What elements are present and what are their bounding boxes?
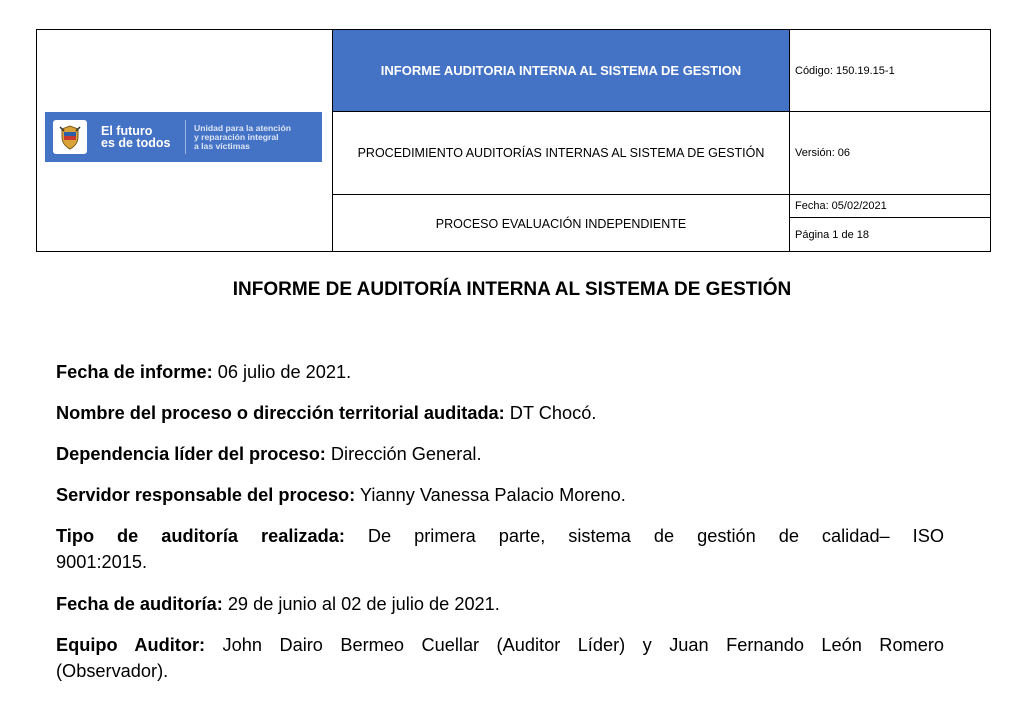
header-page-number: Página 1 de 18 <box>795 228 870 241</box>
field-audit-team-cont: (Observador). <box>56 661 169 681</box>
field-lead-dependency: Dependencia líder del proceso: Dirección General. <box>56 444 482 464</box>
field-audit-type-cont: 9001:2015. <box>56 552 148 572</box>
document-header-table <box>36 29 991 252</box>
field-audit-date: Fecha de auditoría: 29 de junio al 02 de julio de 2021. <box>56 594 500 614</box>
document-title: INFORME DE AUDITORÍA INTERNA AL SISTEMA DE GESTIÓN <box>232 279 792 300</box>
field-audit-team: Equipo Auditor: John Dairo Bermeo Cuellar (Auditor Líder) y Juan Fernando León Romero <box>56 635 944 655</box>
field-process-name: Nombre del proceso o dirección territorial auditada: DT Chocó. <box>56 403 597 423</box>
header-code: Código: 150.19.15-1 <box>795 64 895 77</box>
header-title: INFORME AUDITORIA INTERNA AL SISTEMA DE GESTION <box>333 30 789 111</box>
coat-of-arms-icon <box>53 120 87 154</box>
logo-entity-name: Unidad para la atención y reparación integral a las víctimas <box>194 122 291 151</box>
field-report-date: Fecha de informe: 06 julio de 2021. <box>56 362 352 382</box>
header-date: Fecha: 05/02/2021 <box>795 200 887 212</box>
logo-separator <box>185 120 186 154</box>
header-version: Versión: 06 <box>795 147 851 159</box>
header-procedure: PROCEDIMIENTO AUDITORÍAS INTERNAS AL SISTEMA DE GESTIÓN <box>357 146 765 160</box>
logo-slogan: El futuro es de todos <box>101 124 171 150</box>
field-responsible-officer: Servidor responsable del proceso: Yianny Vanessa Palacio Moreno. <box>56 485 626 505</box>
field-audit-type: Tipo de auditoría realizada: De primera parte, sistema de gestión de calidad– ISO <box>56 526 944 546</box>
institution-logo <box>45 112 322 162</box>
header-process: PROCESO EVALUACIÓN INDEPENDIENTE <box>435 216 687 231</box>
